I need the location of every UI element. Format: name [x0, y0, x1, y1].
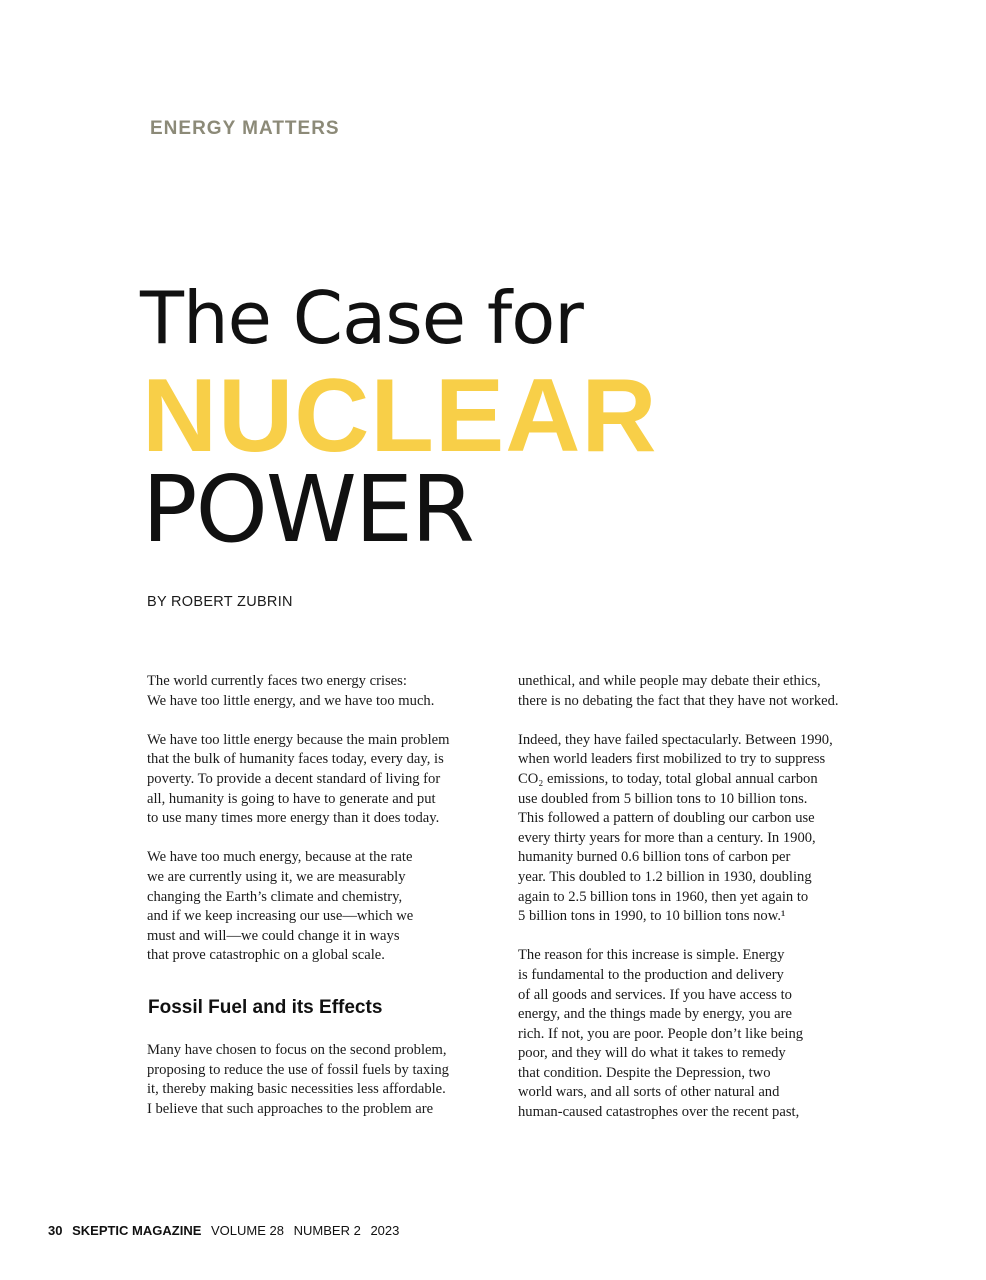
- page-number: 30: [48, 1223, 63, 1238]
- page-footer: [48, 1223, 405, 1238]
- magazine-name: SKEPTIC MAGAZINE: [72, 1223, 202, 1238]
- title-line-2-highlight: NUCLEAR: [142, 358, 658, 474]
- left-column: [147, 672, 492, 1139]
- body-paragraph: Many have chosen to focus on the second problem, proposing to reduce the use of fossil fuels by taxing it, thereby making basic necessities less affordable. I believe that such approaches to the problem are: [147, 1041, 449, 1117]
- body-paragraph: Indeed, they have failed spectacularly. Between 1990, when world leaders first mobilized to try to suppress CO₂ emissions, to today, total global annual carbon use doubled from 5 billion tons to 10 billion tons. This followed a pattern of doubling our carbon use every thirty years for more than a century. In 1900, humanity burned 0.6 billion tons of carbon per year. This doubled to 1.2 billion in 1930, doubling again to 2.5 billion tons in 1960, then yet again to 5 billion tons in 1990, to 10 billion tons now.¹: [518, 731, 833, 925]
- section-subheading: Fossil Fuel and its Effects: [148, 996, 383, 1018]
- section-label: ENERGY MATTERS: [150, 118, 340, 139]
- year-label: 2023: [370, 1223, 400, 1238]
- body-paragraph: We have too much energy, because at the rate we are currently using it, we are measurably changing the Earth’s climate and chemistry, and if we keep increasing our use—which we must and will—we could change it in ways that prove catastrophic on a global scale.: [147, 849, 414, 964]
- body-paragraph: We have too little energy because the main problem that the bulk of humanity faces today, every day, is poverty. To provide a decent standard of living for all, humanity is going to have to generate and put to use many times more energy than it does today.: [147, 731, 450, 827]
- byline: BY ROBERT ZUBRIN: [147, 594, 293, 610]
- right-column: [518, 672, 878, 1142]
- body-paragraph: unethical, and while people may debate their ethics, there is no debating the fact that they have not worked.: [518, 673, 839, 709]
- title-line-1: The Case for: [140, 276, 583, 360]
- title-line-3: POWER: [142, 456, 473, 563]
- body-paragraph: The world currently faces two energy crises: We have too little energy, and we have too much.: [147, 673, 435, 709]
- volume-label: VOLUME 28: [211, 1223, 284, 1238]
- issue-number: NUMBER 2: [293, 1223, 361, 1238]
- body-paragraph: The reason for this increase is simple. Energy is fundamental to the production and delivery of all goods and services. If you have access to energy, and the things made by energy, you are rich. If not, you are poor. People don’t like being poor, and they will do what it takes to remedy that condition. Despite the Depression, two world wars, and all sorts of other natural and human-caused catastrophes over the recent past,: [518, 947, 804, 1121]
